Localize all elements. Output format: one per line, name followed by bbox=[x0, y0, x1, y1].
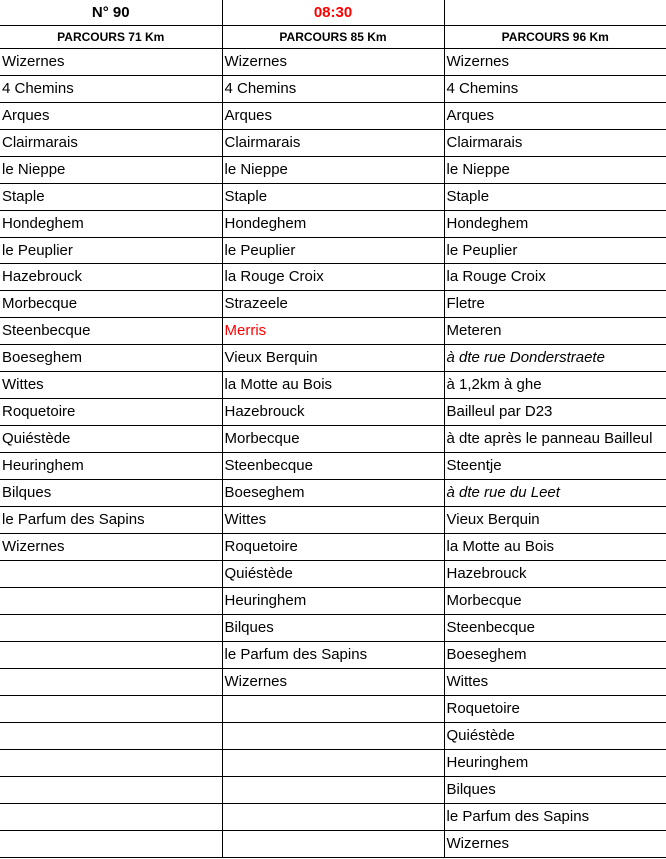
table-row bbox=[0, 614, 666, 641]
table-row bbox=[0, 317, 666, 344]
route-cell-col2: Roquetoire bbox=[222, 533, 444, 560]
table-row bbox=[0, 587, 666, 614]
title-row bbox=[0, 0, 666, 25]
route-cell-col2 bbox=[222, 803, 444, 830]
route-cell-col1: Wizernes bbox=[0, 533, 222, 560]
route-cell-col2: Quiéstède bbox=[222, 560, 444, 587]
route-cell-col3: Morbecque bbox=[444, 587, 666, 614]
ride-number: N° 90 bbox=[0, 0, 222, 25]
route-cell-col2: Heuringhem bbox=[222, 587, 444, 614]
table-row bbox=[0, 425, 666, 452]
route-cell-col3: Boeseghem bbox=[444, 641, 666, 668]
route-cell-col3: Bilques bbox=[444, 776, 666, 803]
table-row bbox=[0, 290, 666, 317]
route-cell-col1 bbox=[0, 830, 222, 857]
route-cell-col1: Hazebrouck bbox=[0, 263, 222, 290]
route-cell-col2: Hondeghem bbox=[222, 210, 444, 237]
route-cell-col3: la Motte au Bois bbox=[444, 533, 666, 560]
table-row bbox=[0, 830, 666, 857]
route-cell-col2: Wittes bbox=[222, 506, 444, 533]
route-cell-col1: Heuringhem bbox=[0, 452, 222, 479]
route-cell-col3: Vieux Berquin bbox=[444, 506, 666, 533]
table-row bbox=[0, 722, 666, 749]
route-cell-col2: Merris bbox=[222, 317, 444, 344]
route-cell-col2: Hazebrouck bbox=[222, 398, 444, 425]
route-cell-col1 bbox=[0, 587, 222, 614]
route-cell-col3: Staple bbox=[444, 183, 666, 210]
route-cell-col2: la Rouge Croix bbox=[222, 263, 444, 290]
route-cell-col1: Arques bbox=[0, 102, 222, 129]
route-cell-col2: le Peuplier bbox=[222, 237, 444, 263]
route-cell-col1 bbox=[0, 749, 222, 776]
route-cell-col1: Bilques bbox=[0, 479, 222, 506]
table-row bbox=[0, 452, 666, 479]
route-cell-col3: à dte rue Donderstraete bbox=[444, 344, 666, 371]
table-row bbox=[0, 102, 666, 129]
table-row bbox=[0, 479, 666, 506]
route-cell-col2: Vieux Berquin bbox=[222, 344, 444, 371]
table-row bbox=[0, 560, 666, 587]
route-cell-col3: Steenbecque bbox=[444, 614, 666, 641]
route-cell-col3: Wizernes bbox=[444, 830, 666, 857]
route-cell-col3: le Peuplier bbox=[444, 237, 666, 263]
route-cell-col1: le Peuplier bbox=[0, 237, 222, 263]
table-row bbox=[0, 183, 666, 210]
route-cell-col3: à 1,2km à ghe bbox=[444, 371, 666, 398]
route-cell-col3: Hondeghem bbox=[444, 210, 666, 237]
route-cell-col3: Arques bbox=[444, 102, 666, 129]
table-row bbox=[0, 506, 666, 533]
route-cell-col3: Roquetoire bbox=[444, 695, 666, 722]
route-cell-col1: Clairmarais bbox=[0, 129, 222, 156]
table-row bbox=[0, 776, 666, 803]
table-row bbox=[0, 263, 666, 290]
route-cell-col3: la Rouge Croix bbox=[444, 263, 666, 290]
route-cell-col3: le Parfum des Sapins bbox=[444, 803, 666, 830]
route-cell-col3: Fletre bbox=[444, 290, 666, 317]
table-row bbox=[0, 344, 666, 371]
route-cell-col1: Boeseghem bbox=[0, 344, 222, 371]
route-cell-col1 bbox=[0, 641, 222, 668]
table-row bbox=[0, 129, 666, 156]
route-cell-col3: Wizernes bbox=[444, 48, 666, 75]
table-row bbox=[0, 156, 666, 183]
route-cell-col2 bbox=[222, 695, 444, 722]
route-cell-col1: 4 Chemins bbox=[0, 75, 222, 102]
route-cell-col3: Steentje bbox=[444, 452, 666, 479]
table-row bbox=[0, 371, 666, 398]
route-cell-col3: Heuringhem bbox=[444, 749, 666, 776]
route-cell-col1 bbox=[0, 776, 222, 803]
route-cell-col1: Morbecque bbox=[0, 290, 222, 317]
route-cell-col2: Steenbecque bbox=[222, 452, 444, 479]
route-cell-col1: Wizernes bbox=[0, 48, 222, 75]
table-row bbox=[0, 668, 666, 695]
col-header-85km: PARCOURS 85 Km bbox=[222, 25, 444, 48]
route-cell-col2 bbox=[222, 749, 444, 776]
route-cell-col1: Wittes bbox=[0, 371, 222, 398]
route-cell-col3: Clairmarais bbox=[444, 129, 666, 156]
route-cell-col2 bbox=[222, 830, 444, 857]
route-cell-col2: Bilques bbox=[222, 614, 444, 641]
route-cell-col2: Strazeele bbox=[222, 290, 444, 317]
route-cell-col2: le Parfum des Sapins bbox=[222, 641, 444, 668]
route-cell-col2: Staple bbox=[222, 183, 444, 210]
table-row bbox=[0, 398, 666, 425]
route-cell-col1: Quiéstède bbox=[0, 425, 222, 452]
route-cell-col2: le Nieppe bbox=[222, 156, 444, 183]
table-row bbox=[0, 237, 666, 263]
route-cell-col1: Roquetoire bbox=[0, 398, 222, 425]
route-cell-col3: Wittes bbox=[444, 668, 666, 695]
start-time: 08:30 bbox=[222, 0, 444, 25]
route-cell-col2: la Motte au Bois bbox=[222, 371, 444, 398]
table-row bbox=[0, 641, 666, 668]
route-cell-col1: Hondeghem bbox=[0, 210, 222, 237]
col-header-96km: PARCOURS 96 Km bbox=[444, 25, 666, 48]
route-cell-col3: à dte rue du Leet bbox=[444, 479, 666, 506]
blank-cell bbox=[444, 0, 666, 25]
route-cell-col3: Hazebrouck bbox=[444, 560, 666, 587]
route-cell-col2 bbox=[222, 776, 444, 803]
route-cell-col2: Clairmarais bbox=[222, 129, 444, 156]
route-cell-col1 bbox=[0, 695, 222, 722]
table-row bbox=[0, 75, 666, 102]
table-row bbox=[0, 48, 666, 75]
table-row bbox=[0, 210, 666, 237]
route-cell-col1: le Nieppe bbox=[0, 156, 222, 183]
table-row bbox=[0, 749, 666, 776]
route-cell-col3: le Nieppe bbox=[444, 156, 666, 183]
route-cell-col1: Steenbecque bbox=[0, 317, 222, 344]
route-cell-col3: à dte après le panneau Bailleul bbox=[444, 425, 666, 452]
route-cell-col1 bbox=[0, 803, 222, 830]
table-row bbox=[0, 695, 666, 722]
route-cell-col2: Morbecque bbox=[222, 425, 444, 452]
route-cell-col1: le Parfum des Sapins bbox=[0, 506, 222, 533]
table-row bbox=[0, 533, 666, 560]
route-cell-col1: Staple bbox=[0, 183, 222, 210]
route-cell-col2: 4 Chemins bbox=[222, 75, 444, 102]
route-cell-col1 bbox=[0, 668, 222, 695]
route-cell-col2: Wizernes bbox=[222, 668, 444, 695]
route-cell-col2: Wizernes bbox=[222, 48, 444, 75]
route-cell-col2: Boeseghem bbox=[222, 479, 444, 506]
route-cell-col3: Bailleul par D23 bbox=[444, 398, 666, 425]
route-cell-col2: Arques bbox=[222, 102, 444, 129]
route-cell-col2 bbox=[222, 722, 444, 749]
table-row bbox=[0, 803, 666, 830]
route-cell-col1 bbox=[0, 614, 222, 641]
route-cell-col1 bbox=[0, 722, 222, 749]
route-cell-col3: Quiéstède bbox=[444, 722, 666, 749]
column-header-row bbox=[0, 25, 666, 48]
col-header-71km: PARCOURS 71 Km bbox=[0, 25, 222, 48]
route-cell-col1 bbox=[0, 560, 222, 587]
route-cell-col3: Meteren bbox=[444, 317, 666, 344]
route-cell-col3: 4 Chemins bbox=[444, 75, 666, 102]
